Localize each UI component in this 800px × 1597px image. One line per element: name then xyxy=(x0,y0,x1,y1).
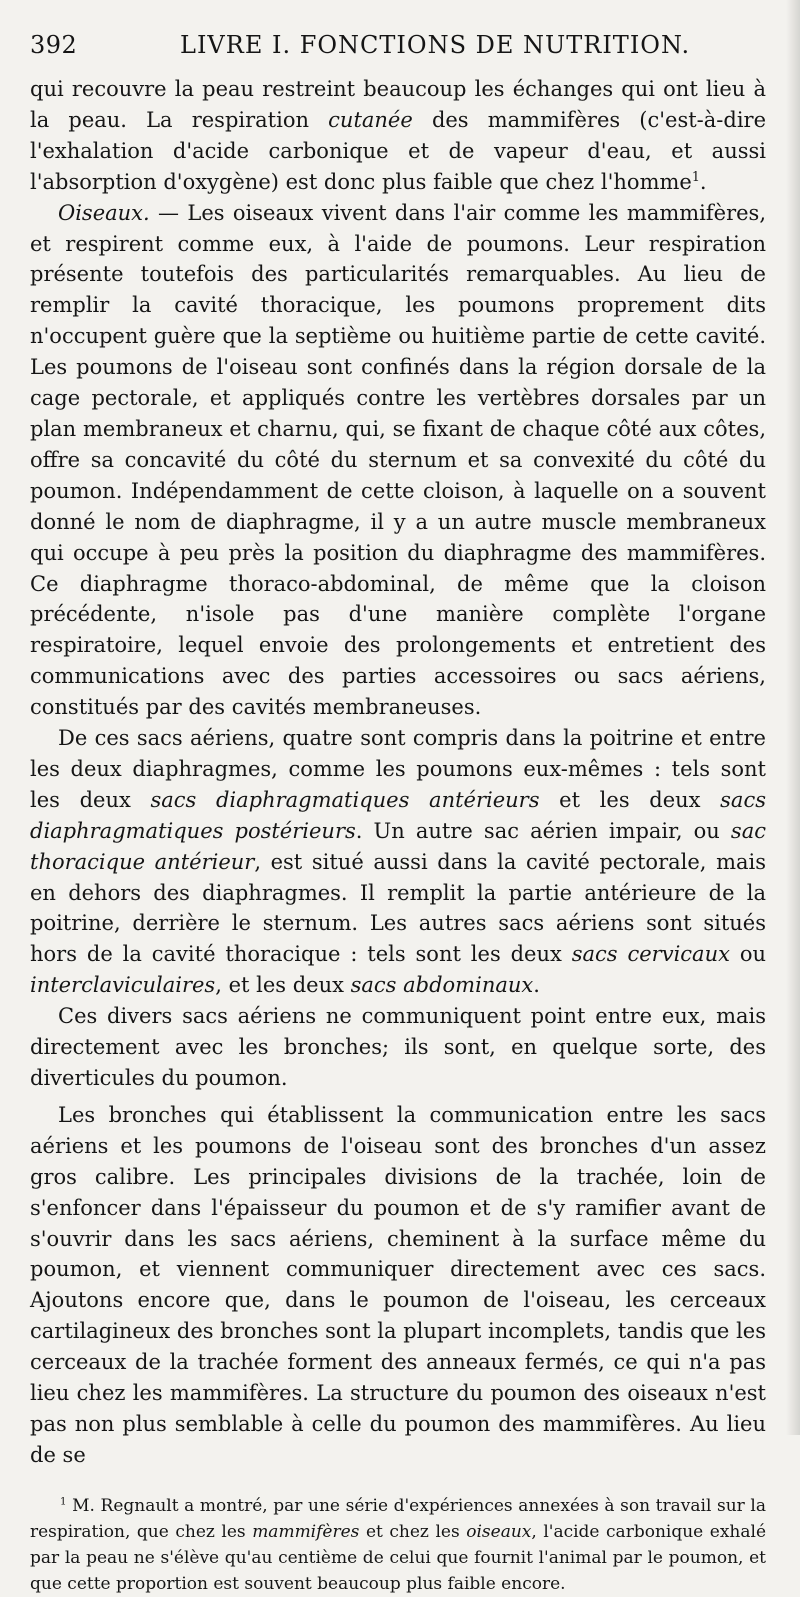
page-number: 392 xyxy=(30,31,78,59)
page-edge-shadow xyxy=(786,0,800,1435)
body-text xyxy=(30,74,766,1471)
paragraph-1: qui recouvre la peau restreint beaucoup les échanges qui ont lieu à la peau. La respiration cutanée des mammifères (c'est-à-dire l'exhalation d'acide carbonique et de vapeur d'eau, et aussi l'absorption d'oxygène) est donc plus faible que chez l'homme$^1$. xyxy=(30,77,766,194)
footnotes xyxy=(30,1493,766,1597)
page-header xyxy=(30,30,766,74)
footnote-number: 1 xyxy=(60,1496,67,1508)
paragraph-5: Les bronches qui établissent la communication entre les sacs aériens et les poumons de l'oiseau sont des bronches d'un assez gros calibre. Les principales divisions de la trachée, loin de s'enfoncer dans l'épaisseur du poumon et de s'y ramifier avant de s'ouvrir dans les sacs aériens, cheminent à la surface même du poumon, et viennent communiquer directement avec ces sacs. Ajoutons encore que, dans le poumon de l'oiseau, les cerceaux cartilagineux des bronches sont la plupart incomplets, tandis que les cerceaux de la trachée forment des anneaux fermés, ce qui n'a pas lieu chez les mammifères. La structure du poumon des oiseaux n'est pas non plus semblable à celle du poumon des mammifères. Au lieu de se xyxy=(30,1102,766,1467)
paragraph-3: De ces sacs aériens, quatre sont compris dans la poitrine et entre les deux diaphragmes, comme les poumons eux-mêmes : tels sont les deux sacs diaphragmatiques antérieurs et les deux sacs diaphragmatiques postérieurs. Un autre sac aérien impair, ou sac thoracique antérieur, est situé aussi dans la cavité pectorale, mais en dehors des diaphragmes. Il remplit la partie antérieure de la poitrine, derrière le sternum. Les autres sacs aériens sont situés hors de la cavité thoracique : tels sont les deux sacs cervicaux ou interclaviculaires, et les deux sacs abdominaux. xyxy=(30,726,766,998)
section-title-oiseaux: Oiseaux. xyxy=(58,200,150,225)
paragraph-2: Oiseaux. — Les oiseaux vivent dans l'air comme les mammifères, et respirent comme eux, à l'aide de poumons. Leur respiration présente toutefois des particularités remarquables. Au lieu de remplir la cavité thoracique, les poumons proprement dits n'occupent guère que la septième ou huitième partie de cette cavité. Les poumons de l'oiseau sont confinés dans la région dorsale de la cage pectorale, et appliqués contre les vertèbres dorsales par un plan membraneux et charnu, qui, se fixant de chaque côté aux côtes, offre sa concavité du côté du sternum et sa convexité du côté du poumon. Indépendamment de cette cloison, à laquelle on a souvent donné le nom de diaphragme, il y a un autre muscle membraneux qui occupe à peu près la position du diaphragme des mammifères. Ce diaphragme thoraco-abdominal, de même que la cloison précédente, n'isole pas d'une manière complète l'organe respiratoire, lequel envoie des prolongements et entretient des communications avec des parties accessoires ou sacs aériens, constitués par des cavités membraneuses. xyxy=(30,200,766,720)
paragraph-4: Ces divers sacs aériens ne communiquent point entre eux, mais directement avec les bronches; ils sont, en quelque sorte, des diverticules du poumon. xyxy=(30,1004,766,1090)
footnote-ref: 1 xyxy=(691,168,700,184)
running-head: LIVRE I. FONCTIONS DE NUTRITION. xyxy=(180,31,691,59)
footnote-1: $^1$ M. Regnault a montré, par une série d'expériences annexées à son travail sur la respiration, que chez les mammifères et chez les oiseaux, l'acide carbonique exhalé par la peau ne s'élève qu'au centième de celui que fournit l'animal par le poumon, et que cette proportion est souvent beaucoup plus faible encore. xyxy=(30,1495,767,1594)
